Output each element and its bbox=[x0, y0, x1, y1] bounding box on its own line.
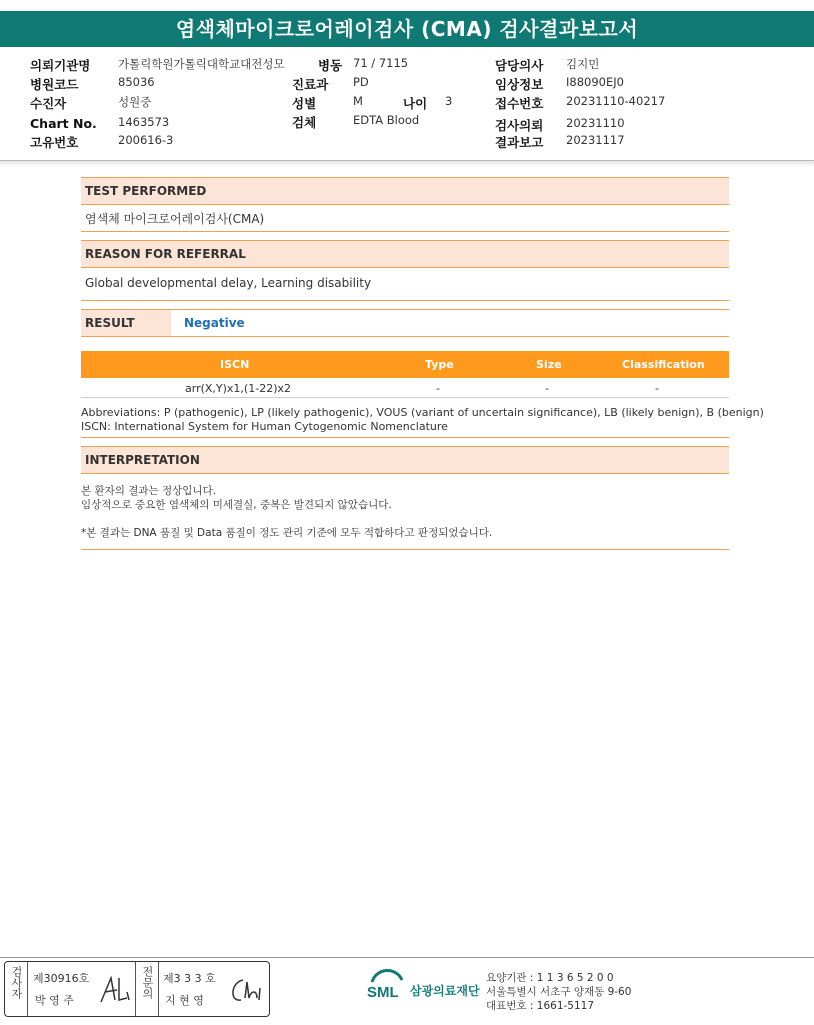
reason-body: Global developmental delay, Learning disability bbox=[85, 276, 372, 290]
interpretation-note: *본 결과는 DNA 품질 및 Data 품질이 정도 관리 기준에 모두 적합하다고 판정되었습니다. bbox=[81, 527, 493, 539]
divider bbox=[81, 231, 729, 232]
tester-signature bbox=[97, 972, 133, 1008]
header-separator-shadow bbox=[0, 161, 814, 167]
reason-header bbox=[81, 240, 729, 268]
specimen-value: EDTA Blood bbox=[353, 113, 420, 127]
age-value: 3 bbox=[445, 94, 453, 108]
result-table-header bbox=[81, 351, 729, 378]
report-title-bar bbox=[0, 0, 814, 46]
col-size: Size bbox=[536, 358, 562, 371]
tester-label-text: 검사자 bbox=[10, 966, 23, 999]
footer-separator bbox=[0, 957, 814, 958]
tester-number: 제30916호 bbox=[33, 972, 90, 985]
unique-value: 200616-3 bbox=[118, 133, 174, 147]
clinical-label: 임상정보 bbox=[495, 77, 544, 92]
hospital-code-label: 병원코드 bbox=[30, 77, 79, 92]
iscn-definition-line: ISCN: International System for Human Cytogenomic Nomenclature bbox=[81, 420, 448, 433]
logo-text: SML bbox=[367, 984, 399, 1001]
sml-logo-icon bbox=[366, 966, 408, 1008]
divider bbox=[81, 309, 729, 310]
patient-info bbox=[0, 56, 814, 156]
stamp-divider bbox=[27, 962, 28, 1016]
interpretation-title: INTERPRETATION bbox=[85, 453, 200, 467]
cell-iscn: arr(X,Y)x1,(1-22)x2 bbox=[185, 382, 291, 395]
cell-size: - bbox=[545, 382, 549, 395]
test-performed-title: TEST PERFORMED bbox=[85, 184, 207, 198]
unique-label: 고유번호 bbox=[30, 135, 79, 150]
cell-type: - bbox=[436, 382, 440, 395]
sex-label: 성별 bbox=[292, 96, 317, 111]
name-label: 수진자 bbox=[30, 96, 67, 111]
org-code: 요양기관 : 1 1 3 6 5 2 0 0 bbox=[486, 972, 614, 984]
result-title: RESULT bbox=[85, 316, 135, 330]
divider bbox=[81, 300, 729, 301]
abbreviations-line: Abbreviations: P (pathogenic), LP (likely pathogenic), VOUS (variant of uncertain significance), LB (likely benign), B (benign) bbox=[81, 406, 764, 419]
test-performed-header bbox=[81, 177, 729, 205]
divider bbox=[81, 336, 729, 337]
interpretation-line-2: 임상적으로 중요한 염색체의 미세결실, 중복은 발견되지 않았습니다. bbox=[81, 499, 392, 511]
doctor-label: 담당의사 bbox=[495, 58, 544, 73]
test-performed-body: 염색체 마이크로어레이검사(CMA) bbox=[85, 212, 265, 226]
chart-value: 1463573 bbox=[118, 115, 170, 129]
receipt-label: 접수번호 bbox=[495, 96, 544, 111]
dept-value: PD bbox=[353, 75, 369, 89]
result-header bbox=[81, 310, 171, 336]
tester-label bbox=[5, 966, 27, 1020]
name-value: 성원중 bbox=[118, 95, 152, 109]
org-phone: 대표번호 : 1661-5117 bbox=[486, 1000, 595, 1012]
signature-stamp bbox=[4, 961, 270, 1017]
institution-value: 가톨릭학원가톨릭대학교대전성모 bbox=[118, 57, 285, 71]
stamp-divider bbox=[158, 962, 159, 1016]
cell-classification: - bbox=[655, 382, 659, 395]
chart-label: Chart No. bbox=[30, 116, 97, 131]
result-value: Negative bbox=[184, 316, 245, 330]
specialist-label-text: 전문의 bbox=[141, 966, 154, 999]
org-address: 서울특별시 서초구 양재동 9-60 bbox=[486, 986, 632, 998]
hospital-code-value: 85036 bbox=[118, 75, 155, 89]
ward-label: 병동 bbox=[318, 58, 343, 73]
divider bbox=[81, 437, 729, 438]
request-label: 검사의뢰 bbox=[495, 118, 544, 133]
specialist-signature bbox=[227, 974, 263, 1008]
dept-label: 진료과 bbox=[292, 77, 329, 92]
request-value: 20231110 bbox=[566, 116, 625, 130]
interpretation-line-1: 본 환자의 결과는 정상입니다. bbox=[81, 485, 217, 497]
divider bbox=[81, 549, 729, 550]
interpretation-header bbox=[81, 446, 729, 474]
age-label: 나이 bbox=[403, 96, 428, 111]
ward-value: 71 / 7115 bbox=[353, 56, 409, 70]
doctor-value: 김지민 bbox=[566, 57, 600, 71]
specimen-label: 검체 bbox=[292, 115, 317, 130]
clinical-value: I88090EJ0 bbox=[566, 75, 624, 89]
divider bbox=[81, 397, 729, 398]
report-date-value: 20231117 bbox=[566, 133, 625, 147]
org-name: 삼광의료재단 bbox=[410, 984, 480, 998]
institution-label: 의뢰기관명 bbox=[30, 58, 91, 73]
col-iscn: ISCN bbox=[220, 358, 250, 371]
specialist-label bbox=[136, 966, 158, 1020]
col-classification: Classification bbox=[622, 358, 705, 371]
receipt-value: 20231110-40217 bbox=[566, 94, 666, 108]
report-date-label: 결과보고 bbox=[495, 135, 544, 150]
specialist-number: 제3 3 3 호 bbox=[163, 972, 216, 985]
specialist-name: 지 현 영 bbox=[165, 994, 204, 1007]
sex-value: M bbox=[353, 94, 363, 108]
reason-title: REASON FOR REFERRAL bbox=[85, 247, 246, 261]
tester-name: 박 영 주 bbox=[35, 994, 74, 1007]
col-type: Type bbox=[425, 358, 454, 371]
report-title: 염색체마이크로어레이검사 (CMA) 검사결과보고서 bbox=[175, 17, 639, 41]
